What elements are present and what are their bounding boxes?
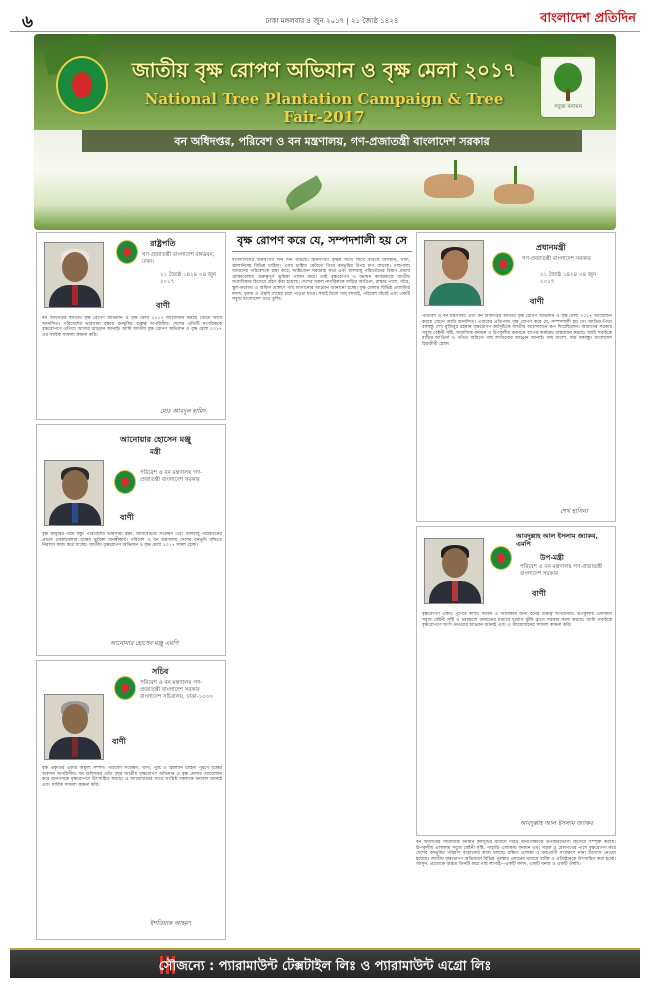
deputy-minister-label: উপ-মন্ত্রী [540,554,564,562]
ministry-bar: বন অধিদপ্তর, পরিবেশ ও বন মন্ত্রণালয়, গণ-প্রজাতন্ত্রী বাংলাদেশ সরকার [82,130,582,152]
date-line: ঢাকা মঙ্গলবার ৪ জুন ২০১৭ | ২১ জ্যৈষ্ঠ ১৪২৪ [265,17,399,25]
forest-department-logo [540,56,596,118]
government-emblem-icon [492,252,514,276]
minister-signature: আনোয়ার হোসেন মঞ্জু এমপি [110,640,179,647]
deputy-minister-bani-heading: বাণী [532,589,546,598]
page-number: ৬ [22,12,34,32]
secretary-photo [44,694,104,760]
president-label: রাষ্ট্রপতি [150,239,176,248]
sponsor-footer [10,948,640,978]
deputy-minister-message-text: বৃক্ষরোপণ একটি পুণ্যের কাজ। জীবন ও জীবিকার জন্য বনের গুরুত্ব অপরিসীম। উপকূলীয় এলাকায় সবুজ বেষ্টনী সৃষ্টি ও চরাঞ্চলে বনায়নের মাধ্যমে দুর্যোগ ঝুঁকি হ্রাসে সরকার কাজ করছে। আমি সবাইকে বৃক্ষরোপণে অংশ নেওয়ার আহ্বান জানাই এবং এ আয়োজনের সাফল্য কামনা করি। [422,612,612,629]
article-column-right: বন অধিদপ্তর সামাজিক বনায়ন কর্মসূচির মাধ্যমে দরিদ্র জনগোষ্ঠীকে উপকারভোগী হিসেবে সম্পৃক্ত করছে। উপকূলীয় এলাকায় সবুজ বেষ্টনী সৃষ্টি, পাহাড়ি এলাকায় বনায়ন এবং সড়ক ও রেলপথের পাশে বৃক্ষরোপণ করে দেশের বনভূমির পরিমাণ বাড়ানোর কাজ চলছে। রক্ষিত এলাকা ও বন্যপ্রাণী সংরক্ষণে নানা উদ্যোগ নেওয়া হয়েছে। জাতীয় বৃক্ষরোপণ অভিযানে বিভিন্ন পুরস্কার প্রদানের মাধ্যমে ব্যক্তি ও প্রতিষ্ঠানকে উৎসাহিত করা হচ্ছে। আসুন, প্রত্যেকে অন্তত তিনটি করে গাছ লাগাই—একটি ফলদ, একটি বনজ ও একটি ঔষধি। [416,840,616,868]
minister-message-text: বৃক্ষ মানুষের পরম বন্ধু। পরিবেশের ভারসাম্য রক্ষা, জীববৈচিত্র্য সংরক্ষণ এবং জলবায়ু পরিবর্তনের প্রভাব মোকাবেলায় বৃক্ষের ভূমিকা অনস্বীকার্য। পরিবেশ ও বন মন্ত্রণালয় দেশের বনভূমি বৃদ্ধিতে নিরলস কাজ করে যাচ্ছে। জাতীয় বৃক্ষরোপণ অভিযান ও বৃক্ষ মেলা ২০১৭ সফল হোক। [42,532,222,549]
minister-office: পরিবেশ ও বন মন্ত্রণালয় গণ-প্রজাতন্ত্রী বাংলাদেশ সরকার [140,470,203,483]
hands-planting-image [424,174,474,198]
secretary-message-text: বৃক্ষ প্রকৃতির একটি অমূল্য সম্পদ। পরিবেশ সংরক্ষণ, খাদ্য, পুষ্টি ও জ্বালানি চাহিদা পূরণে বৃক্ষের অবদান অপরিসীম। বন অধিদপ্তর প্রতি বছর জাতীয় বৃক্ষরোপণ অভিযান ও বৃক্ষ মেলার আয়োজন করে জনগণকে বৃক্ষরোপণে উৎসাহিত করছে। এ আয়োজনের সাথে সংশ্লিষ্ট সকলকে ধন্যবাদ জানাই এবং সার্বিক সাফল্য কামনা করি। [42,766,222,788]
minister-label: মন্ত্রী [150,448,161,456]
campaign-banner [34,34,616,230]
prime-minister-date: ২১ জ্যৈষ্ঠ ১৪২৪ ০৪ জুন ২০১৭ [540,272,597,285]
government-emblem-icon [114,470,136,494]
president-message-text: বন অধিদপ্তর জাতীয় বৃক্ষ রোপণ অভিযান ও বৃক্ষ মেলা ২০১৭ আয়োজন করছে জেনে আমি আনন্দিত। পরিবেশের ভারসাম্য রক্ষায় বনভূমির গুরুত্ব অপরিসীম। দেশের প্রতিটি নাগরিককে বৃক্ষরোপণে এগিয়ে আসার আহ্বান জানাই। আমি জাতীয় বৃক্ষ রোপণ অভিযান ও বৃক্ষ মেলা ২০১৭ এর সার্বিক সাফল্য কামনা করি। [42,316,222,338]
government-emblem-icon [490,546,512,570]
sapling-icon [454,160,457,180]
prime-minister-signature: শেখ হাসিনা [560,508,588,515]
logo-caption: সবুজ বনায়ন [554,104,582,110]
prime-minister-office: গণ-প্রজাতন্ত্রী বাংলাদেশ সরকার [522,256,591,262]
page-header [10,6,640,32]
president-office: গণ-প্রজাতন্ত্রী বাংলাদেশ বঙ্গভবন, ঢাকা। [142,252,215,265]
sponsor-text: সৌজন্যে : প্যারামাউন্ট টেক্সটাইল লিঃ ও প্যারামাউন্ট এগ্রো লিঃ [158,959,492,974]
government-seal-icon [56,56,108,114]
president-photo [44,242,104,308]
government-emblem-icon [116,240,138,264]
sapling-icon [514,166,517,184]
secretary-label: সচিব [152,667,169,676]
deputy-minister-signature: আবদুল্লাহ আল ইসলাম জ্যাকব [520,820,593,827]
president-bani-heading: বাণী [156,301,170,310]
prime-minister-label: প্রধানমন্ত্রী [536,243,566,252]
hands-planting-image [494,184,534,204]
secretary-office: পরিবেশ ও বন মন্ত্রণালয় গণ-প্রজাতন্ত্রী বাংলাদেশ সরকার বাংলাদেশ সচিবালয়, ঢাকা-১০০০ [140,680,213,700]
prime-minister-bani-heading: বাণী [530,297,544,306]
prime-minister-message-text: পরিবেশ ও বন মন্ত্রণালয় এবং বন অধিদপ্তর জাতীয় বৃক্ষ রোপণ অভিযান ও বৃক্ষ মেলা ২০১৭ আয়োজন করছে জেনে আমি আনন্দিত। এবারের প্রতিপাদ্য বৃক্ষ রোপণ করে যে, সম্পদশালী হয় সে। জাতির পিতা বঙ্গবন্ধু শেখ মুজিবুর রহমান বৃক্ষরোপণ কর্মসূচিকে জাতীয় আন্দোলনে রূপ দিয়েছিলেন। আমাদের সরকার সবুজ বেষ্টনী সৃষ্টি, সামাজিক বনায়ন ও উপকূলীয় বনায়নে ব্যাপক কার্যক্রম বাস্তবায়ন করছে। আমি সবাইকে বাড়ির আঙিনা ও পতিত জমিতে গাছ লাগানোর আহ্বান জানাই। জয় বাংলা, জয় বঙ্গবন্ধু। বাংলাদেশ চিরজীবী হোক। [422,314,612,347]
minister-bani-heading: বাণী [120,513,134,522]
president-date: ২১ জ্যৈষ্ঠ ১৪২৪ ০৪ জুন ২০১৭ [160,272,217,285]
deputy-minister-name: আবদুল্লাহ আল ইসলাম জ্যাকব, এমপি [516,532,598,548]
article-heading: বৃক্ষ রোপণ করে যে, সম্পদশালী হয় সে [232,232,412,252]
newspaper-masthead: বাংলাদেশ প্রতিদিন [540,11,636,26]
president-signature: মোঃ আবদুল হামিদ [160,408,206,415]
deputy-minister-photo [424,538,484,604]
minister-name: আনোয়ার হোসেন মঞ্জু [120,435,191,444]
secretary-signature: ইশতিয়াক আহমদ [150,920,191,927]
prime-minister-photo [424,240,484,306]
article-column-left: বাংলাদেশের জনসংখ্যা দিন দিন বাড়ছে। জনসংখ্যা বৃদ্ধির সাথে সাথে বাড়ছে বাসস্থান, খাদ্য, জ্বালানিসহ বিভিন্ন চাহিদা। এসব চাহিদা মেটাতে গিয়ে বনভূমির উপর চাপ বাড়ছে। গাছপালা আমাদের পরিবেশকে রক্ষা করে, অক্সিজেন সরবরাহ করে এবং জলবায়ু পরিবর্তনের বিরূপ প্রভাব মোকাবেলায় গুরুত্বপূর্ণ ভূমিকা পালন করে। তাই বৃক্ষরোপণ ও বনায়ন কার্যক্রমকে জাতীয় অগ্রাধিকার হিসেবে গ্রহণ করা হয়েছে। দেশের সকল নাগরিককে বাড়ির আঙিনা, রাস্তার পাশে, বাঁধে, স্কুল-কলেজ ও অফিস প্রাঙ্গণে গাছ লাগানোর আহ্বান জানানো হচ্ছে। বৃক্ষ মেলায় বিভিন্ন প্রজাতির ফলদ, বনজ ও ঔষধি গাছের চারা পাওয়া যাবে। সবাই মিলে গাছ লাগাই, পরিবেশ বাঁচাই এবং একটি সবুজ বাংলাদেশ গড়ে তুলি। [232,258,410,303]
secretary-bani-heading: বাণী [112,737,126,746]
minister-photo [44,460,104,526]
banner-title-english: National Tree Plantation Campaign & Tree Fair-2017 [144,90,504,126]
banner-title-bangla: জাতীয় বৃক্ষ রোপণ অভিযান ও বৃক্ষ মেলা ২০১৭ [131,58,517,82]
deputy-minister-office: পরিবেশ ও বন মন্ত্রণালয় গণ-প্রজাতন্ত্রী বাংলাদেশ সরকার [520,564,603,577]
government-emblem-icon [114,676,136,700]
